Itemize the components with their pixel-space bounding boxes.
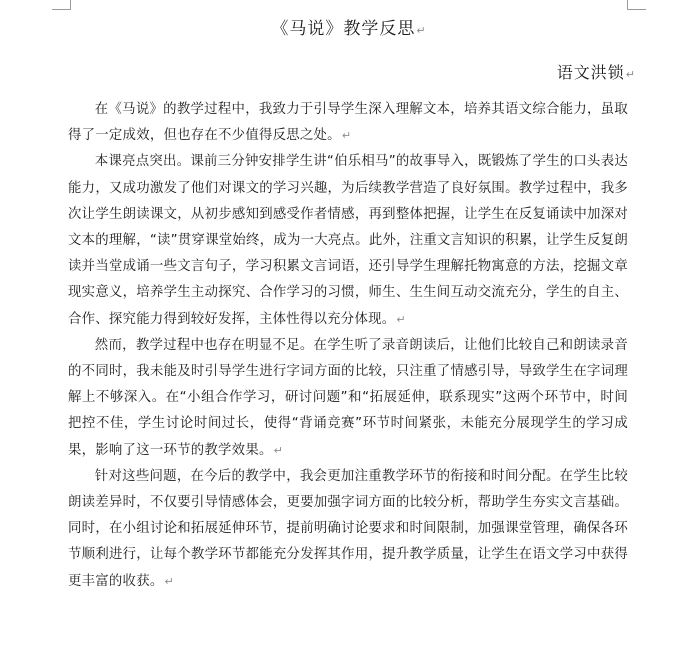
paragraph-mark-icon: ↵: [625, 68, 636, 81]
paragraph-shortcomings: [68, 333, 628, 464]
paragraph-text: 在《马说》的教学过程中，我致力于引导学生深入理解文本，培养其语文综合能力，虽取得了一定成效，但也存在不少值得反思之处。: [68, 102, 628, 144]
paragraph-improvements: [68, 464, 628, 595]
crop-mark-top-right-horizontal: [627, 9, 646, 10]
document-author: [557, 61, 636, 87]
paragraph-mark-icon: ↵: [416, 24, 427, 37]
paragraph-mark-icon: ↵: [164, 574, 174, 588]
paragraph-mark-icon: ↵: [341, 129, 352, 143]
paragraph-intro: [68, 97, 628, 149]
document-body: [68, 97, 628, 595]
paragraph-text: 然而，教学过程中也存在明显不足。在学生听了录音朗读后，让他们比较自己和朗读录音的不同时，我未能及时引导学生进行字词方面的比较，只注重了情感引导，导致学生在字词理解上不够深入。在“小组合作学习，研讨问题”和“拓展延伸，联系现实”这两个环节中，时间把控不佳，学生讨论时间过长，使得“背诵竞赛”环节时间紧张，未能充分展现学生的学习成果，影响了这一环节的教学效果。: [68, 337, 628, 458]
paragraph-text: 本课亮点突出。课前三分钟安排学生讲“伯乐相马”的故事导入，既锻炼了学生的口头表达能力，又成功激发了他们对课文的学习兴趣，为后续教学营造了良好氛围。教学过程中，我多次让学生朗读课文，从初步感知到感受作者情感，再到整体把握，让学生在反复诵读中加深对文本的理解，“读”贯穿课堂始终，成为一大亮点。此外，注重文言知识的积累，让学生反复朗读并当堂成诵一些文言句子，学习积累文言词语，还引导学生理解托物寓意的方法，挖掘文章现实意义，培养学生主动探究、合作学习的习惯，师生、生生间互动交流充分，学生的自主、合作、探究能力得到较好发挥，主体性得以充分体现。: [68, 154, 628, 327]
paragraph-mark-icon: ↵: [396, 312, 406, 326]
title-text: 《马说》教学反思: [271, 19, 416, 39]
paragraph-mark-icon: ↵: [273, 443, 284, 457]
paragraph-text: 针对这些问题，在今后的教学中，我会更加注重教学环节的衔接和时间分配。在学生比较朗读差异时，不仅要引导情感体会，更要加强字词方面的比较分析，帮助学生夯实文言基础。同时，在小组讨论和拓展延伸环节，提前明确讨论要求和时间限制，加强课堂管理，确保各环节顺利进行，让每个教学环节都能充分发挥其作用，提升教学质量，让学生在语文学习中获得更丰富的收获。: [68, 468, 628, 589]
paragraph-highlights: [68, 149, 628, 332]
author-text: 语文洪锁: [556, 63, 625, 82]
document-title: [0, 17, 698, 43]
crop-mark-top-left-horizontal: [52, 9, 71, 10]
